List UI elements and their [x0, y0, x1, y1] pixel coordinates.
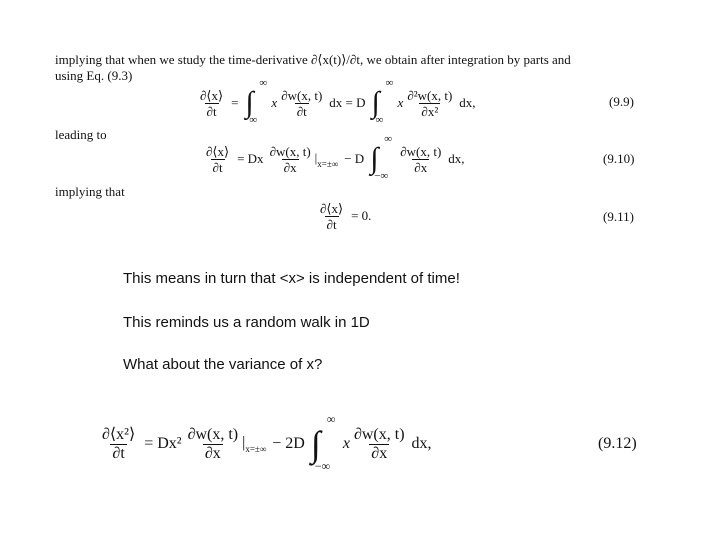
- slide-line-1: This means in turn that <x> is independent of time!: [123, 270, 460, 287]
- fraction-denominator: ∂x: [414, 159, 428, 175]
- fraction-denominator: ∂t: [326, 216, 337, 232]
- variable-x: x: [342, 435, 350, 452]
- fraction-numerator: ∂²w(x, t): [407, 87, 453, 103]
- integral-sign: ∫ ∞ ∞: [245, 77, 268, 126]
- integral-lower-limit: ∞: [375, 114, 384, 126]
- eq-9-9-frac2: [405, 88, 454, 119]
- minus-2d: − 2D: [272, 435, 305, 452]
- eq-9-10-frac2: [398, 144, 443, 175]
- equation-9-9: [196, 77, 476, 126]
- equation-number-9-9: (9.9): [609, 94, 634, 109]
- fraction-numerator: ∂w(x, t): [187, 425, 239, 443]
- intro-line-2: using Eq. (9.3): [55, 68, 133, 83]
- equals-dx-squared: = Dx²: [144, 435, 182, 452]
- variable-x: x: [271, 95, 278, 110]
- eq-9-12-end: dx,: [411, 435, 432, 452]
- slide-line-2: This reminds us a random walk in 1D: [123, 314, 370, 331]
- fraction-denominator: ∂t: [212, 159, 223, 175]
- slide-line-3: What about the variance of x?: [123, 356, 323, 373]
- fraction-numerator: ∂w(x, t): [281, 87, 323, 103]
- fraction-denominator: ∂x: [204, 444, 221, 462]
- fraction-denominator: ∂t: [296, 103, 307, 119]
- fraction-denominator: ∂t: [206, 103, 217, 119]
- intro-line-1: implying that when we study the time-derivative ∂⟨x(t)⟩/∂t, we obtain after integration by parts and: [55, 52, 571, 67]
- equation-9-12: [98, 412, 432, 473]
- integral-upper-limit: ∞: [384, 133, 393, 145]
- eq-9-9-frac1: [279, 88, 324, 119]
- fraction-denominator: ∂x: [283, 159, 297, 175]
- integral-lower-limit: −∞: [374, 170, 389, 182]
- integral-upper-limit: ∞: [326, 412, 336, 426]
- fraction-numerator: ∂⟨x⟩: [206, 143, 230, 159]
- eq-9-9-middle: dx = D: [329, 95, 366, 110]
- integral-upper-limit: ∞: [259, 77, 268, 89]
- equation-number-9-11: (9.11): [603, 209, 634, 224]
- fraction-numerator: ∂⟨x²⟩: [102, 425, 136, 443]
- fraction-denominator: ∂x²: [421, 103, 439, 119]
- eq-9-10-end: dx,: [448, 151, 465, 166]
- equation-9-11: [316, 197, 371, 235]
- fraction-numerator: ∂w(x, t): [353, 425, 405, 443]
- integral-sign: ∫ ∞ −∞: [370, 133, 393, 182]
- equation-number-9-10: (9.10): [603, 151, 635, 166]
- equation-9-10: [202, 133, 465, 182]
- equation-number-9-12: (9.12): [598, 435, 637, 452]
- integral-upper-limit: ∞: [385, 77, 394, 89]
- equals-dx: = Dx: [237, 151, 264, 166]
- eq-9-10-frac1: [268, 144, 313, 175]
- equals-zero: = 0.: [351, 208, 372, 223]
- eq-9-9-end: dx,: [459, 95, 476, 110]
- evaluation-bar: [315, 150, 339, 169]
- eval-subscript: x=±∞: [317, 158, 339, 169]
- eq-9-11-lhs: [318, 201, 345, 232]
- implying-that-text: implying that: [55, 184, 125, 199]
- eval-bar: |: [314, 149, 318, 165]
- eq-9-9-lhs: [198, 88, 225, 119]
- fraction-denominator: ∂t: [112, 444, 125, 462]
- fraction-numerator: ∂w(x, t): [269, 143, 311, 159]
- eq-9-12-frac2: [352, 426, 407, 463]
- integral-lower-limit: −∞: [314, 459, 331, 473]
- integral-lower-limit: ∞: [249, 114, 258, 126]
- fraction-denominator: ∂x: [371, 444, 388, 462]
- fraction-numerator: ∂⟨x⟩: [320, 200, 344, 216]
- eval-subscript: x=±∞: [245, 444, 267, 454]
- variable-x: x: [397, 95, 404, 110]
- equals-sign: =: [231, 95, 239, 110]
- integral-sign: ∫ ∞ −∞: [310, 412, 336, 473]
- eq-9-12-frac1: [186, 426, 241, 463]
- evaluation-bar: [242, 434, 266, 454]
- fraction-numerator: ∂w(x, t): [400, 143, 442, 159]
- eq-9-12-lhs: [100, 426, 137, 463]
- fraction-numerator: ∂⟨x⟩: [200, 87, 224, 103]
- minus-d: − D: [344, 151, 365, 166]
- eq-9-10-lhs: [204, 144, 231, 175]
- integral-sign: ∫ ∞ ∞: [371, 77, 394, 126]
- leading-to-text: leading to: [55, 127, 107, 142]
- eval-bar: |: [242, 434, 246, 451]
